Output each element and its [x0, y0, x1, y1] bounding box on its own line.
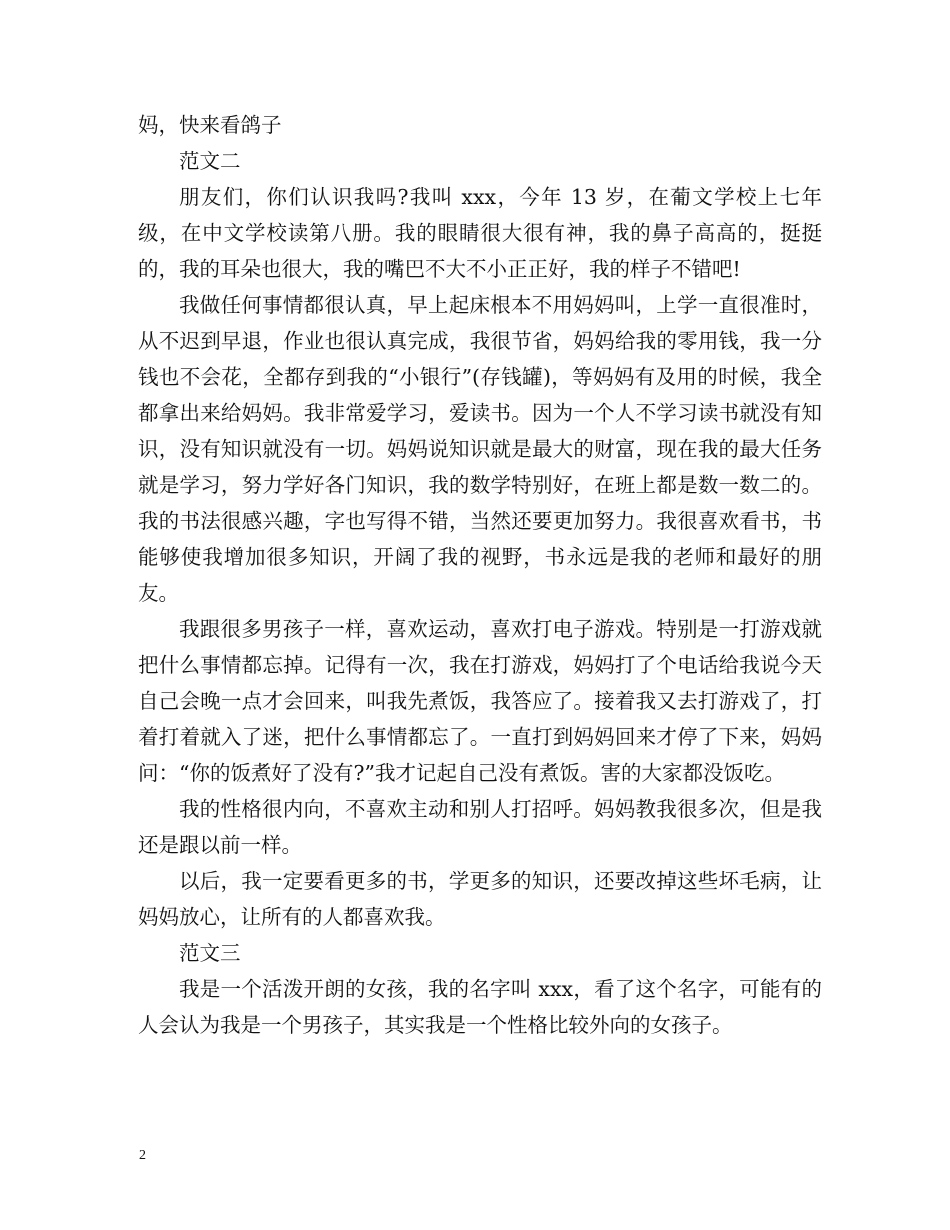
section-heading-fanwen-san: 范文三	[179, 941, 241, 965]
paragraph-6: 我的性格很内向，不喜欢主动和别人打招呼。妈妈教我很多次，但是我还是跟以前一样。	[138, 797, 822, 857]
paragraph-3: 朋友们，你们认识我吗?我叫 xxx，今年 13 岁，在葡文学校上七年级，在中文学校读第八册。我的眼睛很大很有神，我的鼻子高高的，挺挺的，我的耳朵也很大，我的嘴巴不大不小正正好，我的样子不错吧!	[138, 185, 822, 281]
paragraph-4: 我做任何事情都很认真，早上起床根本不用妈妈叫，上学一直很准时，从不迟到早退，作业也很认真完成，我很节省，妈妈给我的零用钱，我一分钱也不会花，全都存到我的“小银行”(存钱罐)，等妈妈有及用的时候，我全都拿出来给妈妈。我非常爱学习，爱读书。因为一个人不学习读书就没有知识，没有知识就没有一切。妈妈说知识就是最大的财富，现在我的最大任务就是学习，努力学好各门知识，我的数学特别好，在班上都是数一数二的。我的书法很感兴趣，字也写得不错，当然还要更加努力。我很喜欢看书，书能够使我增加很多知识，开阔了我的视野，书永远是我的老师和最好的朋友。	[138, 293, 822, 605]
paragraph-1: 妈，快来看鸽子	[138, 113, 282, 137]
document-body	[138, 107, 822, 1043]
paragraph-9: 我是一个活泼开朗的女孩，我的名字叫 xxx，看了这个名字，可能有的人会认为我是一个男孩子，其实我是一个性格比较外向的女孩子。	[138, 977, 822, 1037]
page-number: 2	[139, 1148, 146, 1163]
paragraph-5: 我跟很多男孩子一样，喜欢运动，喜欢打电子游戏。特别是一打游戏就把什么事情都忘掉。记得有一次，我在打游戏，妈妈打了个电话给我说今天自己会晚一点才会回来，叫我先煮饭，我答应了。接着我又去打游戏了，打着打着就入了迷，把什么事情都忘了。一直打到妈妈回来才停了下来，妈妈问：“你的饭煮好了没有?”我才记起自己没有煮饭。害的大家都没饭吃。	[138, 617, 822, 785]
paragraph-7: 以后，我一定要看更多的书，学更多的知识，还要改掉这些坏毛病，让妈妈放心，让所有的人都喜欢我。	[138, 869, 822, 929]
section-heading-fanwen-er: 范文二	[179, 149, 241, 173]
